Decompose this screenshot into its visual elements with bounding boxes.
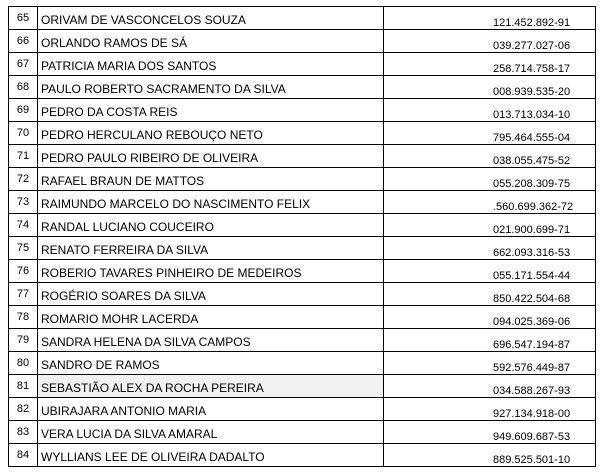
person-name: PATRICIA MARIA DOS SANTOS <box>38 53 384 76</box>
person-name: VERA LUCIA DA SILVA AMARAL <box>38 421 384 444</box>
table-row <box>9 421 596 444</box>
row-number: 67 <box>9 53 38 76</box>
person-name: ROMARIO MOHR LACERDA <box>38 306 384 329</box>
row-number: 72 <box>9 168 38 191</box>
cpf-value: 013.713.034-10 <box>384 99 596 122</box>
person-name: SEBASTIÃO ALEX DA ROCHA PEREIRA <box>38 375 384 398</box>
cpf-value: 927.134.918-00 <box>384 398 596 421</box>
cpf-value: 055.171.554-44 <box>384 260 596 283</box>
person-name: RAFAEL BRAUN DE MATTOS <box>38 168 384 191</box>
table-row <box>9 168 596 191</box>
table-row <box>9 237 596 260</box>
cpf-value: 021.900.699-71 <box>384 214 596 237</box>
person-name: PAULO ROBERTO SACRAMENTO DA SILVA <box>38 76 384 99</box>
table-row <box>9 53 596 76</box>
table-row <box>9 444 596 467</box>
row-number: 66 <box>9 30 38 53</box>
person-name: PEDRO DA COSTA REIS <box>38 99 384 122</box>
cpf-value: 038.055.475-52 <box>384 145 596 168</box>
row-number: 81 <box>9 375 38 398</box>
cpf-value: 592.576.449-87 <box>384 352 596 375</box>
row-number: 68 <box>9 76 38 99</box>
table-row <box>9 398 596 421</box>
cpf-value: 850.422.504-68 <box>384 283 596 306</box>
person-name: SANDRA HELENA DA SILVA CAMPOS <box>38 329 384 352</box>
cpf-value: 008.939.535-20 <box>384 76 596 99</box>
person-name: ORLANDO RAMOS DE SÁ <box>38 30 384 53</box>
row-number: 74 <box>9 214 38 237</box>
person-name: SANDRO DE RAMOS <box>38 352 384 375</box>
cpf-value: .560.699.362-72 <box>384 191 596 214</box>
cpf-value: 034.588.267-93 <box>384 375 596 398</box>
row-number: 79 <box>9 329 38 352</box>
person-name: RANDAL LUCIANO COUCEIRO <box>38 214 384 237</box>
table-row <box>9 99 596 122</box>
table-row <box>9 76 596 99</box>
person-name: UBIRAJARA ANTONIO MARIA <box>38 398 384 421</box>
cpf-value: 055.208.309-75 <box>384 168 596 191</box>
row-number: 78 <box>9 306 38 329</box>
table-row <box>9 375 596 398</box>
person-table <box>8 6 596 467</box>
cpf-value: 949.609.687-53 <box>384 421 596 444</box>
row-number: 80 <box>9 352 38 375</box>
cpf-value: 121.452.892-91 <box>384 7 596 30</box>
table-row <box>9 329 596 352</box>
person-name: PEDRO HERCULANO REBOUÇO NETO <box>38 122 384 145</box>
table-row <box>9 30 596 53</box>
person-name: ROGÉRIO SOARES DA SILVA <box>38 283 384 306</box>
row-number: 65 <box>9 7 38 30</box>
person-name: RENATO FERREIRA DA SILVA <box>38 237 384 260</box>
row-number: 70 <box>9 122 38 145</box>
cpf-value: 039.277.027-06 <box>384 30 596 53</box>
person-name: RAIMUNDO MARCELO DO NASCIMENTO FELIX <box>38 191 384 214</box>
table-row <box>9 306 596 329</box>
cpf-value: 795.464.555-04 <box>384 122 596 145</box>
row-number: 84 <box>9 444 38 467</box>
person-name: WYLLIANS LEE DE OLIVEIRA DADALTO <box>38 444 384 467</box>
row-number: 73 <box>9 191 38 214</box>
row-number: 82 <box>9 398 38 421</box>
person-name: ROBERIO TAVARES PINHEIRO DE MEDEIROS <box>38 260 384 283</box>
table-row <box>9 7 596 30</box>
row-number: 69 <box>9 99 38 122</box>
cpf-value: 258.714.758-17 <box>384 53 596 76</box>
table-row <box>9 260 596 283</box>
table-row <box>9 122 596 145</box>
table-row <box>9 283 596 306</box>
person-name: ORIVAM DE VASCONCELOS SOUZA <box>38 7 384 30</box>
cpf-value: 662.093.316-53 <box>384 237 596 260</box>
table-body <box>9 7 596 467</box>
person-name: PEDRO PAULO RIBEIRO DE OLIVEIRA <box>38 145 384 168</box>
row-number: 71 <box>9 145 38 168</box>
row-number: 83 <box>9 421 38 444</box>
table-row <box>9 352 596 375</box>
cpf-value: 094.025.369-06 <box>384 306 596 329</box>
row-number: 75 <box>9 237 38 260</box>
cpf-value: 889.525.501-10 <box>384 444 596 467</box>
table-row <box>9 214 596 237</box>
row-number: 77 <box>9 283 38 306</box>
table-row <box>9 145 596 168</box>
cpf-value: 696.547.194-87 <box>384 329 596 352</box>
row-number: 76 <box>9 260 38 283</box>
table-row <box>9 191 596 214</box>
